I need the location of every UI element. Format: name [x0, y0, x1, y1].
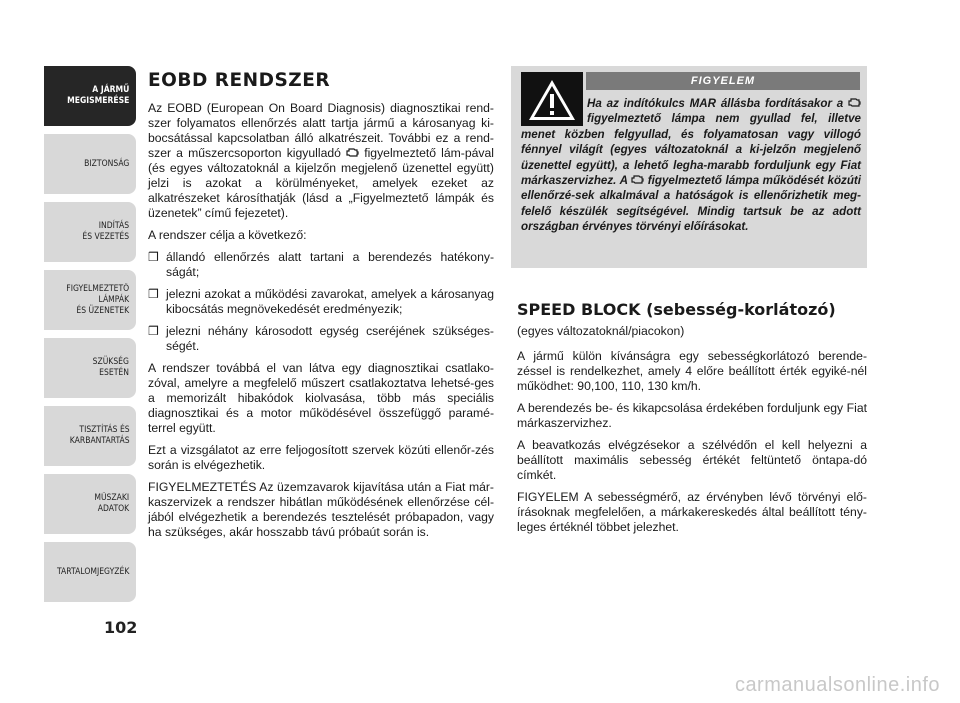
checkbox-bullet-icon: ❒ [148, 250, 159, 264]
checkbox-bullet-icon: ❒ [148, 287, 159, 301]
tab-figyelmezteto-lampak[interactable] [44, 270, 136, 330]
list-item [148, 287, 494, 317]
section-title: SPEED BLOCK (sebesség-korlátozó) [517, 300, 836, 319]
tab-a-jarmu-megismerese[interactable] [44, 66, 136, 126]
engine-warning-icon [848, 97, 861, 107]
paragraph: FIGYELMEZTETÉS Az üzemzavarok kijavítása után a Fiat már-kaszervizek a rendszer hibátlan működésének ellenőrzése cél-jából elvégezhetik a berendezés tesztelését próbapadon, vagy ha szükséges, akár hosszabb távú próbaút során is. [148, 480, 494, 539]
tab-tartalomjegyzek[interactable] [44, 542, 136, 602]
tab-label: A JÁRMŰ MEGISMERÉSE [67, 85, 130, 106]
list-item [148, 324, 494, 354]
tab-biztonsag[interactable] [44, 134, 136, 194]
list-item-text: jelezni néhány károsodott egység cseréjének szükséges-ségét. [166, 324, 494, 353]
checkbox-bullet-icon: ❒ [148, 324, 159, 338]
tab-szukseg-eseten[interactable] [44, 338, 136, 398]
warning-box [511, 66, 867, 268]
paragraph: A beavatkozás elvégzésekor a szélvédőn el kell helyezni a beállított maximális sebesség értékét feltüntető öntapa-dó címkét. [517, 438, 867, 482]
speed-block-section [517, 300, 867, 542]
paragraph: Ezt a vizsgálatot az erre feljogosított szervek közúti ellenőr-zés során is elvégezhetik. [148, 443, 494, 472]
text-run: figyelmeztető lámpa működését közúti ellenőrzé-sek alkalmával a hatóságok is ellenőrizhetik meg-felelő készülék segítségével. Mindig tartsuk be az adott országban érvényes törvényi előírásokat. [521, 174, 861, 234]
eobd-section [148, 70, 494, 547]
engine-warning-icon [631, 174, 644, 184]
watermark: carmanualsonline.info [734, 674, 940, 696]
tab-label: FIGYELMEZTETŐ LÁMPÁK ÉS ÜZENETEK [66, 283, 130, 316]
paragraph: A berendezés be- és kikapcsolása érdekében forduljunk egy Fiat márkaszervizhez. [517, 401, 867, 430]
paragraph: FIGYELEM A sebességmérő, az érvényben lévő törvényi elő-írásoknak megfelelően, a márkakereskedés által beállított tény-leges értéknél többet jelezhet. [517, 490, 867, 534]
page-number: 102 [104, 618, 138, 637]
paragraph: A rendszer továbbá el van látva egy diagnosztikai csatlako-zóval, amelyre a megfelelő műszert csatlakoztatva lehetsé-ges a memorizált hibakódok kiolvasása, több más speciális diagnosztikai és a motor működésével összefüggő paramé-terrel együtt. [148, 361, 494, 435]
tab-label: MŰSZAKI ADATOK [94, 493, 130, 514]
tab-label: TISZTÍTÁS ÉS KARBANTARTÁS [69, 425, 130, 446]
text-run: Ha az indítókulcs MAR állásba fordításakor a [587, 97, 848, 110]
text-run: Az EOBD (European On Board Diagnosis) diagnosztikai rend-szer folyamatos ellenőrzés alatt tartja jármű a károsanyag ki-bocsátással kapcsolatban álló alkatrészeit. További ez a rend-szer a műszercsoporton kigyulladó [148, 101, 494, 160]
list-item-text: jelezni azokat a működési zavarokat, amelyek a károsanyag kibocsátás megnövekedését eredményezik; [166, 287, 494, 316]
tab-muszaki-adatok[interactable] [44, 474, 136, 534]
text-run: figyelmeztető lámpa nem gyullad fel, illetve menet közben felgyullad, és folyamatosan vagy villogó fénnyel világít (egyes változatoknál a ki-jelzőn megjelenő üzenettel együtt), a lehető legha-marabb forduljunk egy Fiat márkaszervizhez. A [521, 112, 861, 188]
engine-warning-icon [346, 147, 359, 157]
list-item-text: állandó ellenőrzés alatt tartani a berendezés hatékony-ságát; [166, 250, 494, 279]
warning-header: FIGYELEM [586, 72, 860, 90]
section-title: EOBD RENDSZER [148, 70, 331, 91]
warning-text [521, 96, 861, 235]
paragraph: A rendszer célja a következő: [148, 228, 307, 242]
tab-label: SZÜKSÉG ESETÉN [92, 357, 130, 378]
section-subtitle: (egyes változatoknál/piacokon) [517, 324, 685, 338]
paragraph [148, 101, 494, 221]
tab-label: BIZTONSÁG [84, 158, 130, 169]
paragraph: A jármű külön kívánságra egy sebességkorlátozó berende-zéssel is rendelkezhet, amely 4 előre beállított érték egyiké-nél működhet: 90,100, 110, 130 km/h. [517, 349, 867, 393]
tab-inditas-es-vezetes[interactable] [44, 202, 136, 262]
tab-tisztitas-es-karbantartas[interactable] [44, 406, 136, 466]
tab-label: INDÍTÁS ÉS VEZETÉS [82, 221, 130, 242]
list-item [148, 250, 494, 280]
text-run: figyelmeztető lám-pával (és egyes változatoknál a kijelzőn megjelenő üzenettel együtt) jelzi is azokat a körülményeket, amelyek ezeket az alkatrészeket károsíthatják (lásd a „Figyelmeztető lámpák és üzenetek” című fejezetet). [148, 146, 494, 220]
tab-label: TARTALOMJEGYZÉK [56, 566, 130, 577]
